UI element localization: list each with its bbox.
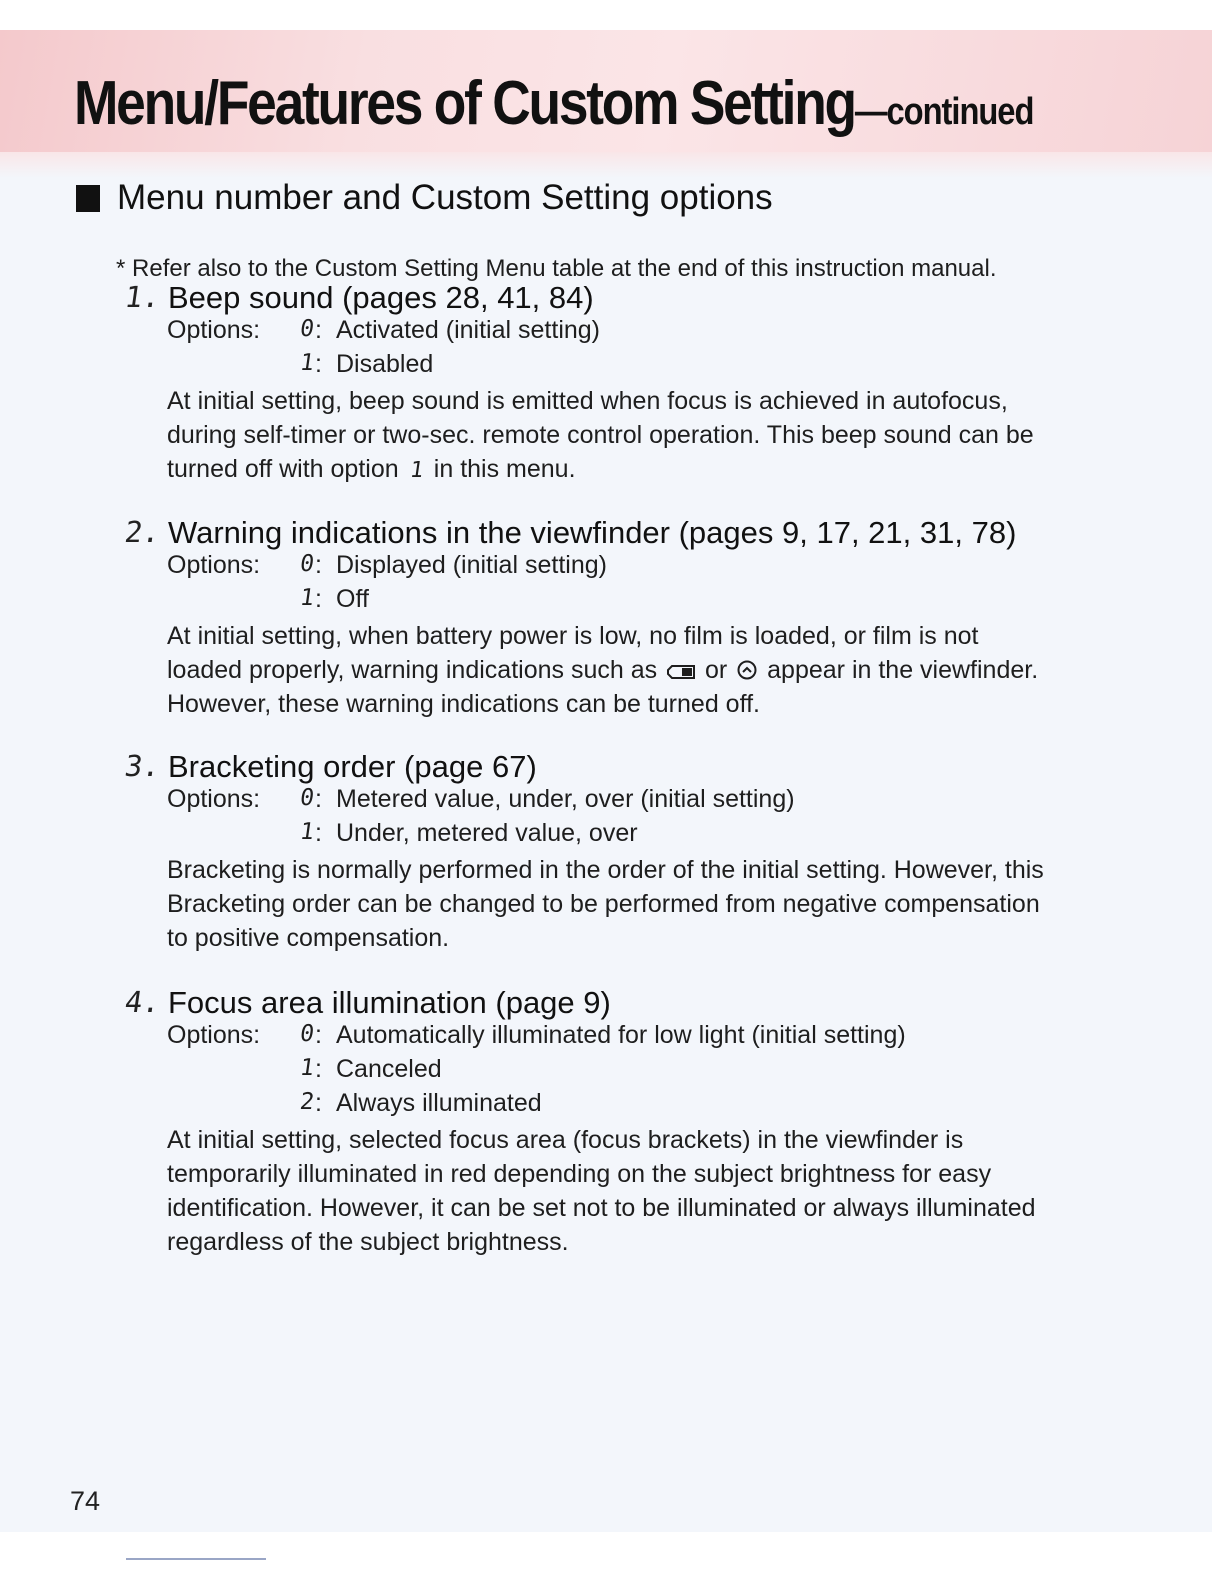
option-code: 0 — [298, 785, 316, 811]
section-note: * Refer also to the Custom Setting Menu table at the end of this instruction manual. — [116, 255, 997, 282]
description-line: turned off with option 1 in this menu. — [167, 452, 1034, 488]
option-code: 0 — [298, 551, 316, 577]
option-code: 1 — [298, 1055, 316, 1081]
section-title: Menu number and Custom Setting options — [117, 178, 773, 217]
option-code: 1 — [298, 350, 316, 376]
description-line: identification. However, it can be set not to be illuminated or always illuminated — [167, 1194, 1036, 1222]
options-label: Options: — [167, 785, 261, 813]
option-code: 0 — [298, 1021, 316, 1047]
page-title-suffix: —continued — [854, 91, 1034, 133]
battery-low-icon — [666, 663, 696, 681]
option-code: 1 — [298, 585, 316, 611]
options-label: Options: — [167, 551, 261, 579]
description-line: to positive compensation. — [167, 924, 450, 952]
option-text: Canceled — [336, 1055, 442, 1083]
manual-page: Menu/Features of Custom Setting—continued Menu number and Custom Setting options * Refer also to the Custom Setting Menu table at the end of this instruction manual. 1. Beep sound (pages 28, 41, 84) Options: 0 : Activated (initial setting) 1 : Disabled At initial setting, beep sound is emitted when focus is achieved in autofocus, during self-timer or two-sec. remote control operation. This beep sound can be turned off with option 1 in this menu. 2. Warning indications in the viewfinder (pages 9, 17, 21, 31, 78) Options: 0 : Displayed (initial setting) 1 : Off At initial setting, when battery power is low, no film is loaded, or film is not loaded properly, warning indications such as or appear in the viewfinder. However, these warning indications can be turned off. 3. Bracketing order (page 67) Options: 0 : Metered value, under, over (initial setting) 1 : Under, metered value, over Bracketing is normally performed in the order of the initial setting. However, this Bracketing order can be changed to be performed from negative compensation to positive compensation. 4. Focus area illumination (page 9) Options: 0 : Automatically illuminated for low light (initial setting) 1 : Canceled 2 : Always illuminated At initial setting, selected focus area (focus brackets) in the viewfinder is temporarily illuminated in red depending on the subject brightness for easy identification. However, it can be set not to be illuminated or always illuminated regardless of the subject brightness. 74 — [0, 30, 1212, 1532]
description-line: However, these warning indications can be turned off. — [167, 690, 760, 718]
description-line: loaded properly, warning indications such as or appear in the viewfinder. — [167, 656, 1039, 684]
option-text: Displayed (initial setting) — [336, 551, 607, 579]
film-warning-icon — [736, 659, 758, 681]
menu-item-title: Warning indications in the viewfinder (pages 9, 17, 21, 31, 78) — [168, 515, 1017, 550]
section-heading — [76, 178, 773, 218]
option-code: 2 — [298, 1089, 316, 1115]
option-text: Metered value, under, over (initial setting) — [336, 785, 795, 813]
menu-item-description — [167, 1123, 1036, 1259]
menu-item-title: Beep sound (pages 28, 41, 84) — [168, 280, 594, 315]
options-label: Options: — [167, 316, 261, 344]
page-number: 74 — [70, 1486, 101, 1516]
menu-item-number: 1. — [122, 280, 163, 314]
menu-item-number: 4. — [122, 985, 163, 1019]
menu-item-title: Focus area illumination (page 9) — [168, 985, 611, 1020]
menu-item-description — [167, 384, 1034, 488]
option-text: Under, metered value, over — [336, 819, 638, 847]
page-title-main: Menu/Features of Custom Setting — [74, 69, 855, 138]
menu-item-number: 2. — [122, 515, 163, 549]
page-title — [74, 68, 1033, 139]
option-text: Automatically illuminated for low light (initial setting) — [336, 1021, 906, 1049]
option-code-inline: 1 — [407, 458, 425, 483]
description-line: Bracketing order can be changed to be performed from negative compensation — [167, 890, 1040, 918]
header-banner-fade — [0, 152, 1212, 178]
option-text: Disabled — [336, 350, 434, 378]
option-text: Always illuminated — [336, 1089, 542, 1117]
bullet-square-icon — [76, 185, 100, 212]
option-code: 0 — [298, 316, 316, 342]
description-line: regardless of the subject brightness. — [167, 1228, 569, 1256]
menu-item-description — [167, 853, 1044, 955]
menu-item-number: 3. — [122, 749, 163, 783]
description-line: temporarily illuminated in red depending on the subject brightness for easy — [167, 1160, 992, 1188]
description-line: At initial setting, beep sound is emitted when focus is achieved in autofocus, — [167, 387, 1008, 415]
option-text: Off — [336, 585, 369, 613]
option-text: Activated (initial setting) — [336, 316, 601, 344]
scan-edge-line — [126, 1558, 266, 1560]
menu-item-title: Bracketing order (page 67) — [168, 749, 537, 784]
options-label: Options: — [167, 1021, 261, 1049]
option-code: 1 — [298, 819, 316, 845]
description-line: during self-timer or two-sec. remote control operation. This beep sound can be — [167, 421, 1034, 449]
description-line: Bracketing is normally performed in the order of the initial setting. However, this — [167, 856, 1044, 884]
description-line: At initial setting, when battery power is low, no film is loaded, or film is not — [167, 622, 979, 650]
menu-item-description — [167, 619, 1038, 721]
description-line: At initial setting, selected focus area (focus brackets) in the viewfinder is — [167, 1126, 964, 1154]
